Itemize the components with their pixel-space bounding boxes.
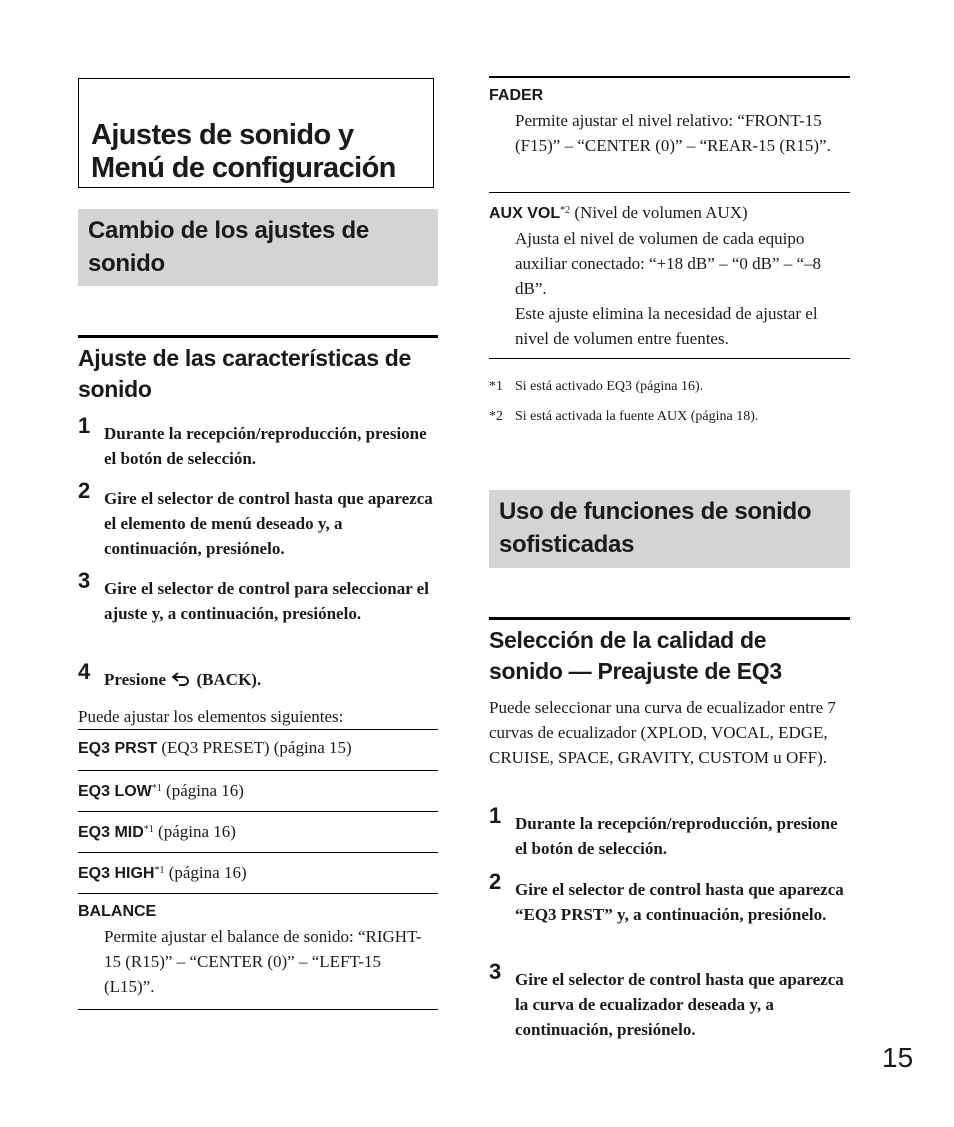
- section-heading: Cambio de los ajustes de sonido: [88, 217, 369, 277]
- item-eq3-mid: [78, 817, 438, 845]
- back-arrow-icon: [172, 672, 190, 686]
- step-3: [78, 568, 438, 626]
- section-heading-box: [489, 490, 850, 568]
- step-text: Gire el selector de control para seleccionar el ajuste y, a continuación, presiónelo.: [104, 579, 429, 623]
- page-number: 15: [882, 1042, 914, 1073]
- section-heading-box: [78, 209, 438, 286]
- page-title: Ajustes de sonido y Menú de configuración: [91, 119, 396, 184]
- item-eq3-prst: [78, 735, 438, 761]
- page-title-box: [78, 78, 434, 188]
- sub-heading-block: [489, 617, 850, 687]
- item-key: EQ3 LOW: [78, 783, 152, 800]
- item-rest: (EQ3 PRESET) (página 15): [157, 738, 352, 757]
- step-3: [489, 959, 850, 1042]
- divider: [78, 893, 438, 894]
- footnote-mark: *1: [143, 824, 154, 835]
- step-number: 1: [489, 803, 502, 828]
- step-number: 1: [78, 413, 91, 438]
- footnote-number: *1: [489, 379, 503, 394]
- footnote-mark: *2: [560, 205, 571, 216]
- footnote-text: Si está activada la fuente AUX (página 18).: [515, 409, 759, 424]
- divider: [78, 811, 438, 812]
- item-key: EQ3 PRST: [78, 740, 158, 757]
- step-text: Durante la recepción/reproducción, presione el botón de selección.: [104, 424, 427, 468]
- item-description: Permite ajustar el balance de sonido: “RIGHT-15 (R15)” – “CENTER (0)” – “LEFT-15 (L15)”.: [104, 927, 422, 996]
- item-key: AUX VOL: [489, 205, 561, 222]
- divider: [78, 1009, 438, 1010]
- step-4: [78, 659, 438, 692]
- item-aux-vol: [489, 198, 850, 351]
- divider: [489, 192, 850, 193]
- step-1: [489, 803, 850, 861]
- step-1: [78, 413, 438, 471]
- step-text: Durante la recepción/reproducción, presione el botón de selección.: [515, 814, 838, 858]
- step-2: [78, 478, 438, 561]
- divider: [78, 770, 438, 771]
- item-description: Permite ajustar el nivel relativo: “FRONT-15 (F15)” – “CENTER (0)” – “REAR-15 (R15)”.: [515, 111, 831, 155]
- items-intro: Puede ajustar los elementos siguientes:: [78, 707, 344, 726]
- item-rest: (página 16): [153, 822, 236, 841]
- sub-heading-block: [78, 335, 438, 405]
- item-balance: [78, 899, 438, 999]
- item-fader: [489, 83, 850, 158]
- step-2: [489, 869, 850, 927]
- divider: [489, 358, 850, 359]
- sub-heading: Ajuste de las características de sonido: [78, 345, 412, 402]
- item-rest: (página 16): [164, 863, 247, 882]
- item-rest: (página 16): [161, 781, 244, 800]
- divider: [78, 729, 438, 730]
- item-key: EQ3 MID: [78, 824, 144, 841]
- step-text: [104, 667, 438, 692]
- step-number: 3: [78, 568, 91, 593]
- item-key: FADER: [489, 87, 544, 104]
- item-key: BALANCE: [78, 903, 157, 920]
- divider: [78, 852, 438, 853]
- footnote-text: Si está activado EQ3 (página 16).: [515, 379, 704, 394]
- footnote: [489, 377, 703, 397]
- item-eq3-high: [78, 858, 438, 886]
- item-description: Ajusta el nivel de volumen de cada equipo auxiliar conectado: “+18 dB” – “0 dB” – “–8 dB”.: [515, 229, 822, 298]
- sub-heading: Selección de la calidad de sonido — Preajuste de EQ3: [489, 627, 782, 684]
- footnote-mark: *1: [151, 783, 162, 794]
- section-heading: Uso de funciones de sonido sofisticadas: [499, 498, 812, 558]
- item-key: EQ3 HIGH: [78, 865, 155, 882]
- step-text-before: Presione: [104, 670, 167, 689]
- step-text: Gire el selector de control hasta que aparezca el elemento de menú deseado y, a continuación, presiónelo.: [104, 489, 433, 558]
- item-eq3-low: [78, 776, 438, 804]
- section-intro: Puede seleccionar una curva de ecualizador entre 7 curvas de ecualizador (XPLOD, VOCAL, EDGE, CRUISE, SPACE, GRAVITY, CUSTOM u OFF).: [489, 698, 836, 767]
- divider: [489, 76, 850, 78]
- footnote-number: *2: [489, 409, 503, 424]
- step-number: 2: [489, 869, 502, 894]
- footnote-mark: *1: [154, 865, 165, 876]
- item-description: Este ajuste elimina la necesidad de ajustar el nivel de volumen entre fuentes.: [515, 304, 818, 348]
- step-number: 3: [489, 959, 502, 984]
- step-text-after: (BACK).: [196, 670, 262, 689]
- item-rest: (Nivel de volumen AUX): [570, 203, 748, 222]
- step-text: Gire el selector de control hasta que aparezca la curva de ecualizador deseada y, a continuación, presiónelo.: [515, 970, 844, 1039]
- step-text: Gire el selector de control hasta que aparezca “EQ3 PRST” y, a continuación, presiónelo.: [515, 880, 844, 924]
- step-number: 4: [78, 659, 91, 684]
- step-number: 2: [78, 478, 91, 503]
- footnote: [489, 407, 758, 427]
